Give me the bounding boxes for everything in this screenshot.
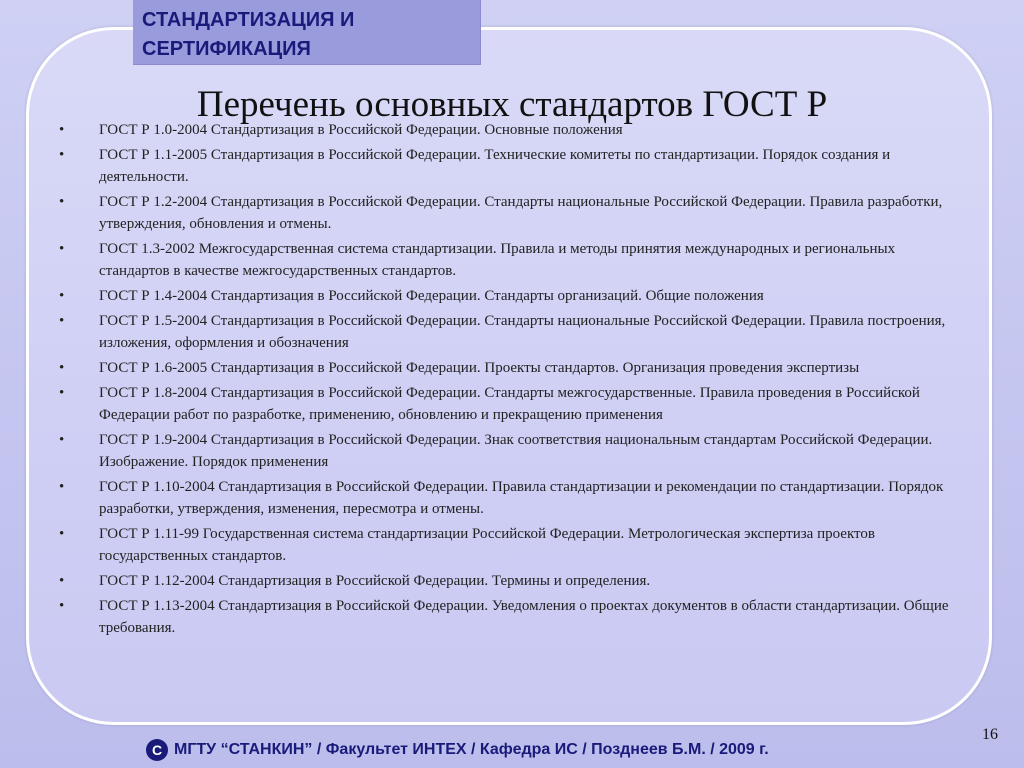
bullet-icon: • bbox=[59, 147, 65, 163]
list-item-text: ГОСТ Р 1.5-2004 Стандартизация в Российской Федерации. Стандарты национальные Российской Федерации. Правила построения, изложения, оформления и обозначения bbox=[99, 313, 946, 351]
section-header bbox=[133, 0, 481, 65]
bullet-icon: • bbox=[59, 194, 65, 210]
bullet-icon: • bbox=[59, 122, 65, 138]
bullet-icon: • bbox=[59, 241, 65, 257]
list-item-text: ГОСТ Р 1.9-2004 Стандартизация в Российской Федерации. Знак соответствия национальным стандартам Российской Федерации. Изображение. Порядок применения bbox=[99, 432, 933, 470]
section-header-label: СТАНДАРТИЗАЦИЯ И СЕРТИФИКАЦИЯ bbox=[142, 9, 355, 60]
bullet-icon: • bbox=[59, 598, 65, 614]
list-item bbox=[57, 595, 962, 639]
list-item bbox=[57, 119, 962, 141]
list-item bbox=[57, 238, 962, 282]
list-item-text: ГОСТ Р 1.4-2004 Стандартизация в Российской Федерации. Стандарты организаций. Общие положения bbox=[99, 288, 764, 304]
slide-title: Перечень основных стандартов ГОСТ Р bbox=[196, 84, 828, 125]
list-item bbox=[57, 523, 962, 567]
list-item bbox=[57, 476, 962, 520]
standards-list bbox=[57, 119, 962, 642]
bullet-icon: • bbox=[59, 313, 65, 329]
list-item bbox=[57, 429, 962, 473]
bullet-icon: • bbox=[59, 573, 65, 589]
list-item bbox=[57, 570, 962, 592]
bullet-icon: • bbox=[59, 360, 65, 376]
list-item bbox=[57, 382, 962, 426]
bullet-icon: • bbox=[59, 479, 65, 495]
list-item-text: ГОСТ Р 1.13-2004 Стандартизация в Российской Федерации. Уведомления о проектах документов в области стандартизации. Общие требования. bbox=[99, 598, 949, 636]
list-item-text: ГОСТ Р 1.8-2004 Стандартизация в Российской Федерации. Стандарты межгосударственные. Правила проведения в Российской Федерации работ по разработке, применению, обновлению и прекращению применения bbox=[99, 385, 920, 423]
list-item-text: ГОСТ Р 1.12-2004 Стандартизация в Российской Федерации. Термины и определения. bbox=[99, 573, 651, 589]
bullet-icon: • bbox=[59, 432, 65, 448]
page-number: 16 bbox=[982, 726, 998, 743]
bullet-icon: • bbox=[59, 526, 65, 542]
list-item bbox=[57, 285, 962, 307]
list-item bbox=[57, 310, 962, 354]
list-item-text: ГОСТ 1.3-2002 Межгосударственная система стандартизации. Правила и методы принятия международных и региональных стандартов в качестве межгосударственных стандартов. bbox=[99, 241, 896, 279]
copyright-icon: С bbox=[146, 739, 168, 761]
list-item bbox=[57, 357, 962, 379]
list-item-text: ГОСТ Р 1.11-99 Государственная система стандартизации Российской Федерации. Метрологическая экспертиза проектов государственных стандартов. bbox=[99, 526, 875, 564]
list-item bbox=[57, 144, 962, 188]
list-item bbox=[57, 191, 962, 235]
list-item-text: ГОСТ Р 1.0-2004 Стандартизация в Российской Федерации. Основные положения bbox=[99, 122, 623, 138]
list-item-text: ГОСТ Р 1.10-2004 Стандартизация в Российской Федерации. Правила стандартизации и рекомендации по стандартизации. Порядок разработки, утверждения, изменения, пересмотра и отмены. bbox=[99, 479, 944, 517]
list-item-text: ГОСТ Р 1.2-2004 Стандартизация в Российской Федерации. Стандарты национальные Российской Федерации. Правила разработки, утверждения, обновления и отмены. bbox=[99, 194, 943, 232]
bullet-icon: • bbox=[59, 385, 65, 401]
bullet-icon: • bbox=[59, 288, 65, 304]
list-item-text: ГОСТ Р 1.6-2005 Стандартизация в Российской Федерации. Проекты стандартов. Организация проведения экспертизы bbox=[99, 360, 860, 376]
list-item-text: ГОСТ Р 1.1-2005 Стандартизация в Российской Федерации. Технические комитеты по стандартизации. Порядок создания и деятельности. bbox=[99, 147, 891, 185]
footer-credits: МГТУ “СТАНКИН” / Факультет ИНТЕХ / Кафедра ИС / Позднеев Б.М. / 2009 г. bbox=[174, 741, 769, 758]
